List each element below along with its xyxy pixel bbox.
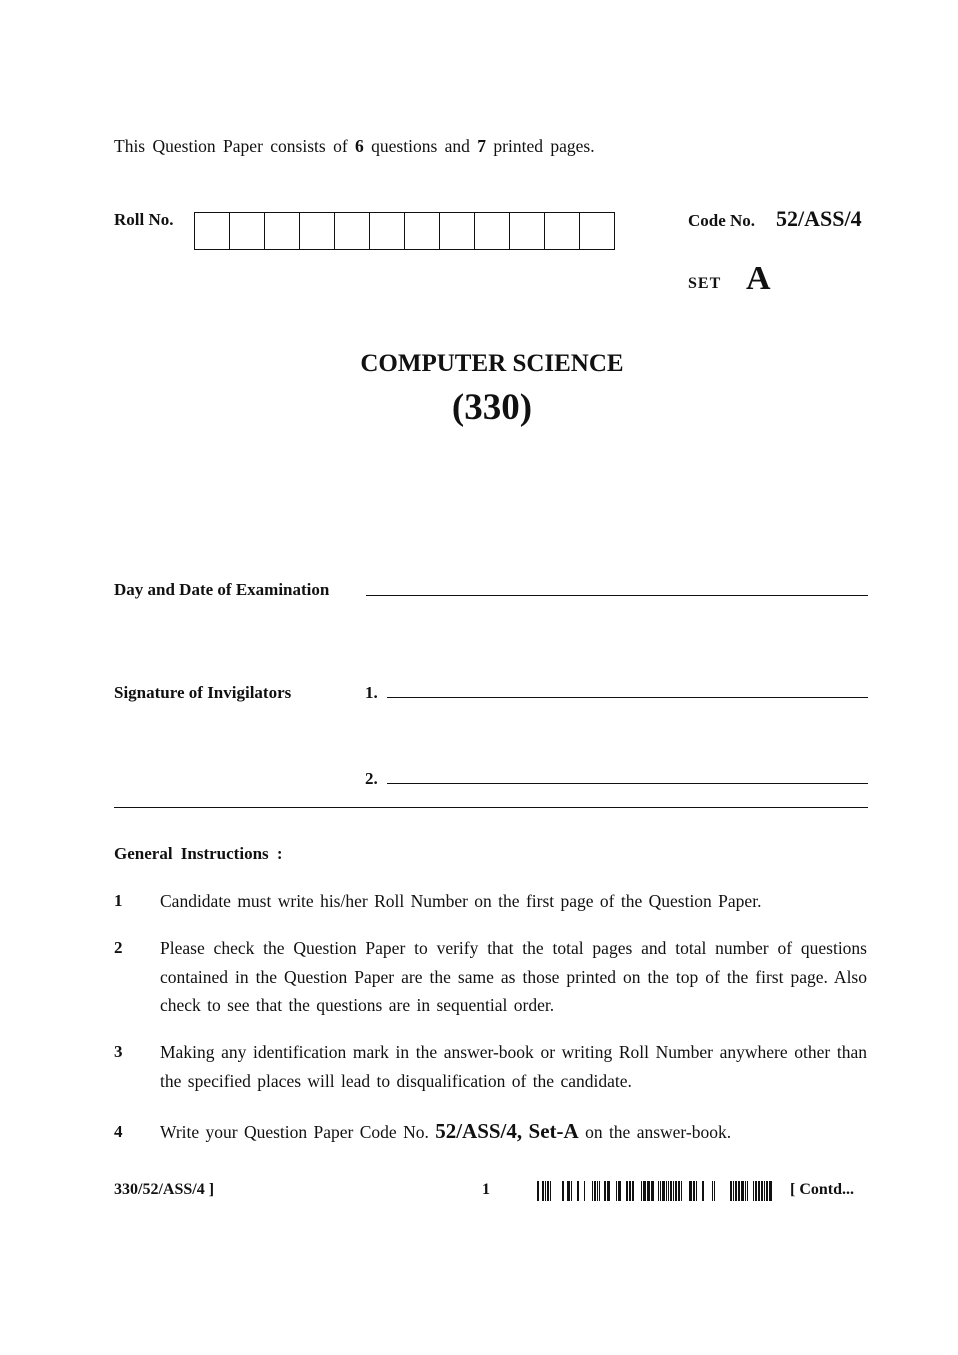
barcode-bar	[696, 1181, 697, 1201]
exam-date-field[interactable]	[366, 595, 868, 596]
code-label: Code No.	[688, 211, 756, 230]
barcode-bar	[702, 1181, 704, 1201]
instruction-2-number: 2	[114, 938, 123, 957]
barcode-bar	[550, 1181, 551, 1201]
barcode-bar	[714, 1181, 715, 1201]
barcode-bar	[607, 1181, 610, 1201]
barcode-bar	[632, 1181, 634, 1201]
roll-number-boxes[interactable]	[194, 212, 615, 250]
footer-paper-code: 330/52/ASS/4 ]	[114, 1181, 215, 1198]
invigilator-1-number: 1.	[365, 683, 378, 702]
roll-number-box[interactable]	[265, 213, 300, 249]
roll-number-box[interactable]	[335, 213, 370, 249]
subject-code: (330)	[451, 387, 533, 428]
barcode-bar	[662, 1181, 665, 1201]
instruction-3-text: Making any identification mark in the answer-book or writing Roll Number anywhere other than the specified places will lead to disqualification of the candidate.	[160, 1042, 867, 1091]
barcode-bar	[577, 1181, 579, 1201]
barcode-bar	[668, 1181, 669, 1201]
barcode-bar	[547, 1181, 549, 1201]
barcode-bar	[629, 1181, 631, 1201]
barcode-bar	[753, 1181, 754, 1201]
barcode-bar	[761, 1181, 763, 1201]
barcode-bar	[666, 1181, 667, 1201]
barcode-bar	[730, 1181, 732, 1201]
roll-number-box[interactable]	[440, 213, 475, 249]
barcode-bar	[626, 1181, 628, 1201]
exam-date-label: Day and Date of Examination	[114, 580, 330, 599]
barcode-bar	[618, 1181, 621, 1201]
invigilator-1-signature-field[interactable]	[387, 697, 868, 698]
barcode-bar	[681, 1181, 682, 1201]
code-value: 52/ASS/4	[776, 206, 862, 231]
barcode-bar	[766, 1181, 768, 1201]
barcode-bar	[594, 1181, 596, 1201]
barcode-bar	[758, 1181, 760, 1201]
barcode-bar	[747, 1181, 748, 1201]
instruction-3-number: 3	[114, 1042, 123, 1061]
instruction-1-number: 1	[114, 891, 123, 910]
barcode-bar	[755, 1181, 757, 1201]
roll-number-box[interactable]	[580, 213, 615, 249]
barcode-bar	[604, 1181, 606, 1201]
barcode-bar	[670, 1181, 672, 1201]
barcode-bar	[571, 1181, 572, 1201]
barcode-bar	[689, 1181, 692, 1201]
barcode-bar	[592, 1181, 593, 1201]
barcode-bar	[735, 1181, 737, 1201]
roll-number-box[interactable]	[405, 213, 440, 249]
barcode-bar	[658, 1181, 659, 1201]
roll-number-box[interactable]	[230, 213, 265, 249]
barcode-bar	[678, 1181, 680, 1201]
barcode-bar	[647, 1181, 650, 1201]
barcode-bar	[675, 1181, 677, 1201]
barcode-bar	[562, 1181, 564, 1201]
barcode-bar	[741, 1181, 744, 1201]
subject-title: COMPUTER SCIENCE	[360, 350, 624, 377]
barcode-bar	[616, 1181, 617, 1201]
barcode-bar	[693, 1181, 695, 1201]
barcode-bar	[651, 1181, 654, 1201]
barcode-bar	[764, 1181, 765, 1201]
barcode-bar	[745, 1181, 746, 1201]
barcode-bar	[545, 1181, 546, 1201]
paper-summary: This Question Paper consists of 6 questions and 7 printed pages.	[114, 136, 595, 156]
instruction-4-code: 52/ASS/4,	[435, 1119, 523, 1143]
barcode-bar	[673, 1181, 674, 1201]
roll-number-box[interactable]	[510, 213, 545, 249]
invigilator-2-signature-field[interactable]	[387, 783, 868, 784]
barcode-bar	[599, 1181, 600, 1201]
roll-number-box[interactable]	[475, 213, 510, 249]
roll-number-box[interactable]	[370, 213, 405, 249]
barcode-bar	[641, 1181, 642, 1201]
instruction-4-text: Write your Question Paper Code No. 52/ASS/4, Set-A on the answer-book.	[160, 1119, 732, 1143]
roll-number-label: Roll No.	[114, 210, 174, 229]
barcode-bar	[733, 1181, 734, 1201]
barcode-bar	[542, 1181, 544, 1201]
instruction-2-text: Please check the Question Paper to verify that the total pages and total number of questions contained in the Question Paper are the same as those printed on the top of the first page. Also check to see that the questions are in sequential order.	[160, 938, 867, 1015]
page-count: 7	[477, 136, 487, 156]
roll-number-box[interactable]	[545, 213, 580, 249]
barcode-bar	[660, 1181, 661, 1201]
instruction-4-set: Set-A	[528, 1119, 579, 1143]
barcode-bar	[567, 1181, 570, 1201]
barcode-bar	[769, 1181, 772, 1201]
barcode-bar	[712, 1181, 713, 1201]
section-divider	[114, 807, 868, 808]
barcode-bar	[597, 1181, 598, 1201]
barcode-bar	[738, 1181, 740, 1201]
set-value: A	[746, 260, 771, 297]
footer-contd: [ Contd...	[790, 1181, 855, 1198]
instruction-4-number: 4	[114, 1122, 123, 1141]
barcode-bar	[584, 1181, 585, 1201]
question-count: 6	[355, 136, 364, 156]
invigilator-2-number: 2.	[365, 769, 378, 788]
roll-number-box[interactable]	[195, 213, 230, 249]
page-number: 1	[482, 1181, 490, 1198]
instruction-1-text: Candidate must write his/her Roll Number on the first page of the Question Paper.	[160, 891, 762, 911]
roll-number-box[interactable]	[300, 213, 335, 249]
barcode-icon	[537, 1181, 773, 1201]
barcode-bar	[643, 1181, 646, 1201]
general-instructions-title: General Instructions :	[114, 844, 283, 863]
set-label: SET	[688, 275, 722, 292]
invigilator-signature-label: Signature of Invigilators	[114, 683, 292, 702]
barcode-bar	[537, 1181, 539, 1201]
